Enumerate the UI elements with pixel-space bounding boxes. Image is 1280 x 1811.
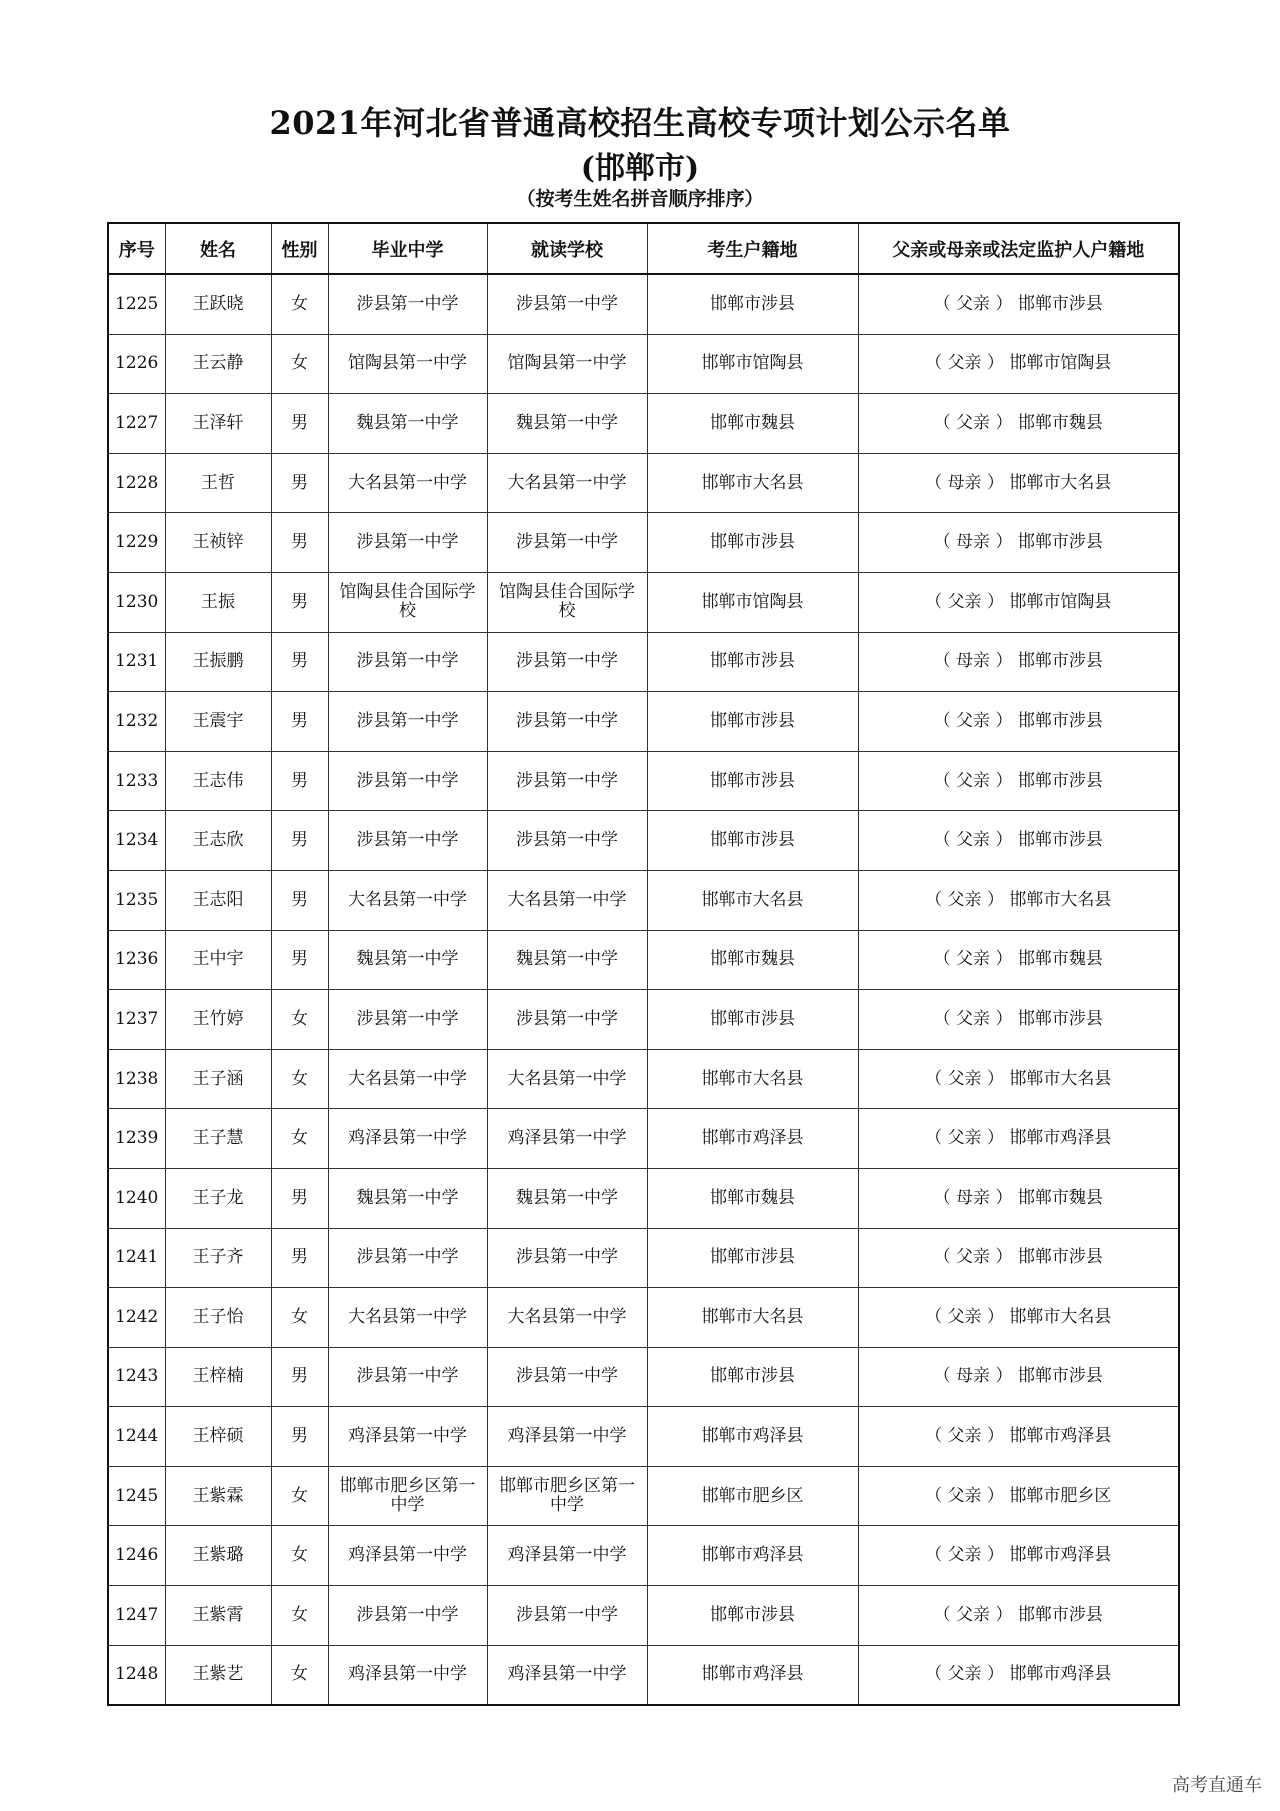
cell-graduated-school: 馆陶县佳合国际学校 — [328, 572, 487, 632]
cell-guardian-household: （ 父亲 ） 邯郸市鸡泽县 — [858, 1526, 1179, 1586]
cell-household: 邯郸市涉县 — [647, 632, 858, 692]
cell-guardian-household: （ 父亲 ） 邯郸市涉县 — [858, 1228, 1179, 1288]
cell-gender: 女 — [271, 1466, 328, 1526]
cell-guardian-household: （ 母亲 ） 邯郸市涉县 — [858, 632, 1179, 692]
cell-name: 王泽轩 — [165, 394, 271, 454]
table-row — [108, 1407, 1179, 1467]
cell-household: 邯郸市大名县 — [647, 1049, 858, 1109]
cell-graduated-school: 涉县第一中学 — [328, 811, 487, 871]
cell-current-school: 涉县第一中学 — [487, 1347, 647, 1407]
cell-seq: 1244 — [108, 1407, 165, 1467]
cell-guardian-household: （ 父亲 ） 邯郸市涉县 — [858, 274, 1179, 334]
cell-gender: 男 — [271, 1168, 328, 1228]
cell-guardian-household: （ 父亲 ） 邯郸市涉县 — [858, 1586, 1179, 1646]
cell-current-school: 馆陶县第一中学 — [487, 334, 647, 394]
cell-current-school: 涉县第一中学 — [487, 513, 647, 573]
cell-current-school: 涉县第一中学 — [487, 692, 647, 752]
table-row — [108, 1228, 1179, 1288]
table-row — [108, 1347, 1179, 1407]
table-row — [108, 1168, 1179, 1228]
cell-household: 邯郸市涉县 — [647, 1586, 858, 1646]
cell-name: 王紫霖 — [165, 1466, 271, 1526]
cell-household: 邯郸市魏县 — [647, 394, 858, 454]
cell-guardian-household: （ 父亲 ） 邯郸市大名县 — [858, 1288, 1179, 1348]
cell-guardian-household: （ 父亲 ） 邯郸市魏县 — [858, 930, 1179, 990]
cell-household: 邯郸市鸡泽县 — [647, 1407, 858, 1467]
table-row — [108, 394, 1179, 454]
cell-name: 王志欣 — [165, 811, 271, 871]
cell-household: 邯郸市大名县 — [647, 1288, 858, 1348]
cell-guardian-household: （ 父亲 ） 邯郸市肥乡区 — [858, 1466, 1179, 1526]
table-row — [108, 1049, 1179, 1109]
cell-graduated-school: 鸡泽县第一中学 — [328, 1645, 487, 1705]
cell-gender: 男 — [271, 394, 328, 454]
cell-graduated-school: 涉县第一中学 — [328, 632, 487, 692]
cell-name: 王中宇 — [165, 930, 271, 990]
cell-household: 邯郸市大名县 — [647, 870, 858, 930]
cell-household: 邯郸市魏县 — [647, 930, 858, 990]
cell-current-school: 鸡泽县第一中学 — [487, 1407, 647, 1467]
page-title: 2021年河北省普通高校招生高校专项计划公示名单 — [269, 104, 1011, 142]
cell-name: 王子慧 — [165, 1109, 271, 1169]
cell-current-school: 涉县第一中学 — [487, 751, 647, 811]
cell-seq: 1230 — [108, 572, 165, 632]
cell-seq: 1247 — [108, 1586, 165, 1646]
cell-name: 王子齐 — [165, 1228, 271, 1288]
cell-seq: 1231 — [108, 632, 165, 692]
cell-gender: 女 — [271, 990, 328, 1050]
cell-guardian-household: （ 父亲 ） 邯郸市鸡泽县 — [858, 1645, 1179, 1705]
cell-gender: 男 — [271, 453, 328, 513]
cell-current-school: 鸡泽县第一中学 — [487, 1645, 647, 1705]
cell-seq: 1242 — [108, 1288, 165, 1348]
cell-graduated-school: 魏县第一中学 — [328, 1168, 487, 1228]
watermark-text: 高考直通车 — [1172, 1775, 1262, 1796]
table-row — [108, 1466, 1179, 1526]
cell-current-school: 涉县第一中学 — [487, 1586, 647, 1646]
cell-name: 王志伟 — [165, 751, 271, 811]
cell-graduated-school: 大名县第一中学 — [328, 453, 487, 513]
cell-seq: 1237 — [108, 990, 165, 1050]
cell-graduated-school: 涉县第一中学 — [328, 274, 487, 334]
column-header-graduated-school: 毕业中学 — [328, 223, 487, 274]
cell-name: 王紫璐 — [165, 1526, 271, 1586]
cell-household: 邯郸市鸡泽县 — [647, 1526, 858, 1586]
cell-current-school: 魏县第一中学 — [487, 394, 647, 454]
cell-graduated-school: 涉县第一中学 — [328, 751, 487, 811]
cell-gender: 男 — [271, 811, 328, 871]
cell-name: 王梓楠 — [165, 1347, 271, 1407]
cell-seq: 1229 — [108, 513, 165, 573]
cell-seq: 1227 — [108, 394, 165, 454]
table-row — [108, 990, 1179, 1050]
cell-guardian-household: （ 母亲 ） 邯郸市大名县 — [858, 453, 1179, 513]
cell-gender: 男 — [271, 572, 328, 632]
table-row — [108, 1586, 1179, 1646]
cell-graduated-school: 涉县第一中学 — [328, 990, 487, 1050]
cell-guardian-household: （ 父亲 ） 邯郸市馆陶县 — [858, 334, 1179, 394]
page-subtitle: (邯郸市) — [580, 151, 700, 186]
cell-graduated-school: 涉县第一中学 — [328, 1586, 487, 1646]
cell-graduated-school: 馆陶县第一中学 — [328, 334, 487, 394]
cell-graduated-school: 鸡泽县第一中学 — [328, 1109, 487, 1169]
cell-name: 王振 — [165, 572, 271, 632]
cell-gender: 男 — [271, 1347, 328, 1407]
cell-guardian-household: （ 父亲 ） 邯郸市大名县 — [858, 870, 1179, 930]
cell-name: 王云静 — [165, 334, 271, 394]
cell-current-school: 大名县第一中学 — [487, 1049, 647, 1109]
cell-seq: 1232 — [108, 692, 165, 752]
cell-graduated-school: 魏县第一中学 — [328, 394, 487, 454]
cell-graduated-school: 邯郸市肥乡区第一中学 — [328, 1466, 487, 1526]
table-row — [108, 1526, 1179, 1586]
cell-gender: 男 — [271, 1228, 328, 1288]
table-row — [108, 453, 1179, 513]
cell-gender: 女 — [271, 274, 328, 334]
cell-seq: 1233 — [108, 751, 165, 811]
table-row — [108, 692, 1179, 752]
cell-seq: 1228 — [108, 453, 165, 513]
cell-household: 邯郸市馆陶县 — [647, 334, 858, 394]
table-row — [108, 1109, 1179, 1169]
cell-name: 王志阳 — [165, 870, 271, 930]
cell-guardian-household: （ 父亲 ） 邯郸市魏县 — [858, 394, 1179, 454]
cell-household: 邯郸市涉县 — [647, 751, 858, 811]
cell-household: 邯郸市大名县 — [647, 453, 858, 513]
cell-name: 王跃晓 — [165, 274, 271, 334]
cell-seq: 1234 — [108, 811, 165, 871]
cell-current-school: 涉县第一中学 — [487, 274, 647, 334]
cell-gender: 男 — [271, 632, 328, 692]
cell-name: 王紫霄 — [165, 1586, 271, 1646]
cell-current-school: 魏县第一中学 — [487, 930, 647, 990]
table-row — [108, 274, 1179, 334]
column-header-current-school: 就读学校 — [487, 223, 647, 274]
column-header-seq: 序号 — [108, 223, 165, 274]
cell-graduated-school: 涉县第一中学 — [328, 1347, 487, 1407]
cell-gender: 女 — [271, 1109, 328, 1169]
cell-guardian-household: （ 父亲 ） 邯郸市鸡泽县 — [858, 1109, 1179, 1169]
cell-household: 邯郸市涉县 — [647, 274, 858, 334]
cell-seq: 1239 — [108, 1109, 165, 1169]
table-row — [108, 930, 1179, 990]
cell-current-school: 鸡泽县第一中学 — [487, 1109, 647, 1169]
cell-guardian-household: （ 父亲 ） 邯郸市馆陶县 — [858, 572, 1179, 632]
cell-guardian-household: （ 父亲 ） 邯郸市大名县 — [858, 1049, 1179, 1109]
cell-guardian-household: （ 父亲 ） 邯郸市鸡泽县 — [858, 1407, 1179, 1467]
cell-graduated-school: 大名县第一中学 — [328, 1288, 487, 1348]
cell-seq: 1238 — [108, 1049, 165, 1109]
table-row — [108, 751, 1179, 811]
cell-guardian-household: （ 母亲 ） 邯郸市涉县 — [858, 513, 1179, 573]
cell-graduated-school: 涉县第一中学 — [328, 1228, 487, 1288]
cell-name: 王子涵 — [165, 1049, 271, 1109]
cell-guardian-household: （ 父亲 ） 邯郸市涉县 — [858, 811, 1179, 871]
cell-name: 王哲 — [165, 453, 271, 513]
table-row — [108, 811, 1179, 871]
table-header-row — [108, 223, 1179, 274]
cell-household: 邯郸市肥乡区 — [647, 1466, 858, 1526]
table-body — [108, 274, 1179, 1705]
cell-guardian-household: （ 母亲 ） 邯郸市涉县 — [858, 1347, 1179, 1407]
cell-guardian-household: （ 父亲 ） 邯郸市涉县 — [858, 692, 1179, 752]
cell-current-school: 大名县第一中学 — [487, 1288, 647, 1348]
table-row — [108, 870, 1179, 930]
cell-name: 王祯锌 — [165, 513, 271, 573]
cell-name: 王梓硕 — [165, 1407, 271, 1467]
cell-graduated-school: 魏县第一中学 — [328, 930, 487, 990]
cell-current-school: 馆陶县佳合国际学校 — [487, 572, 647, 632]
column-header-household: 考生户籍地 — [647, 223, 858, 274]
column-header-gender: 性别 — [271, 223, 328, 274]
table-row — [108, 1288, 1179, 1348]
cell-current-school: 涉县第一中学 — [487, 990, 647, 1050]
cell-name: 王震宇 — [165, 692, 271, 752]
cell-graduated-school: 涉县第一中学 — [328, 513, 487, 573]
table-row — [108, 334, 1179, 394]
cell-current-school: 涉县第一中学 — [487, 1228, 647, 1288]
cell-current-school: 涉县第一中学 — [487, 811, 647, 871]
cell-household: 邯郸市涉县 — [647, 990, 858, 1050]
cell-name: 王子龙 — [165, 1168, 271, 1228]
column-header-guardian-household: 父亲或母亲或法定监护人户籍地 — [858, 223, 1179, 274]
column-header-name: 姓名 — [165, 223, 271, 274]
cell-seq: 1246 — [108, 1526, 165, 1586]
cell-gender: 女 — [271, 1049, 328, 1109]
cell-guardian-household: （ 父亲 ） 邯郸市涉县 — [858, 990, 1179, 1050]
cell-current-school: 魏县第一中学 — [487, 1168, 647, 1228]
cell-current-school: 鸡泽县第一中学 — [487, 1526, 647, 1586]
cell-graduated-school: 涉县第一中学 — [328, 692, 487, 752]
cell-gender: 女 — [271, 334, 328, 394]
cell-gender: 男 — [271, 930, 328, 990]
cell-household: 邯郸市涉县 — [647, 692, 858, 752]
cell-gender: 男 — [271, 513, 328, 573]
cell-seq: 1240 — [108, 1168, 165, 1228]
cell-seq: 1236 — [108, 930, 165, 990]
cell-name: 王紫艺 — [165, 1645, 271, 1705]
cell-household: 邯郸市鸡泽县 — [647, 1645, 858, 1705]
cell-seq: 1243 — [108, 1347, 165, 1407]
cell-household: 邯郸市魏县 — [647, 1168, 858, 1228]
cell-current-school: 邯郸市肥乡区第一中学 — [487, 1466, 647, 1526]
cell-name: 王竹婷 — [165, 990, 271, 1050]
cell-gender: 女 — [271, 1526, 328, 1586]
cell-household: 邯郸市涉县 — [647, 811, 858, 871]
cell-gender: 男 — [271, 1407, 328, 1467]
cell-current-school: 涉县第一中学 — [487, 632, 647, 692]
cell-seq: 1225 — [108, 274, 165, 334]
cell-gender: 女 — [271, 1288, 328, 1348]
cell-seq: 1245 — [108, 1466, 165, 1526]
table-row — [108, 572, 1179, 632]
cell-household: 邯郸市鸡泽县 — [647, 1109, 858, 1169]
cell-household: 邯郸市涉县 — [647, 1228, 858, 1288]
cell-seq: 1226 — [108, 334, 165, 394]
cell-name: 王子怡 — [165, 1288, 271, 1348]
cell-guardian-household: （ 父亲 ） 邯郸市涉县 — [858, 751, 1179, 811]
cell-gender: 男 — [271, 751, 328, 811]
table-row — [108, 1645, 1179, 1705]
cell-seq: 1248 — [108, 1645, 165, 1705]
cell-household: 邯郸市涉县 — [647, 513, 858, 573]
candidate-table — [107, 222, 1180, 1706]
sort-note: （按考生姓名拼音顺序排序） — [516, 188, 764, 210]
cell-current-school: 大名县第一中学 — [487, 453, 647, 513]
cell-guardian-household: （ 母亲 ） 邯郸市魏县 — [858, 1168, 1179, 1228]
cell-name: 王振鹏 — [165, 632, 271, 692]
table-row — [108, 632, 1179, 692]
cell-graduated-school: 大名县第一中学 — [328, 870, 487, 930]
cell-household: 邯郸市涉县 — [647, 1347, 858, 1407]
cell-gender: 女 — [271, 1645, 328, 1705]
cell-household: 邯郸市馆陶县 — [647, 572, 858, 632]
cell-current-school: 大名县第一中学 — [487, 870, 647, 930]
cell-gender: 男 — [271, 870, 328, 930]
table-row — [108, 513, 1179, 573]
cell-graduated-school: 鸡泽县第一中学 — [328, 1407, 487, 1467]
cell-gender: 男 — [271, 692, 328, 752]
cell-gender: 女 — [271, 1586, 328, 1646]
cell-seq: 1235 — [108, 870, 165, 930]
cell-graduated-school: 鸡泽县第一中学 — [328, 1526, 487, 1586]
cell-graduated-school: 大名县第一中学 — [328, 1049, 487, 1109]
cell-seq: 1241 — [108, 1228, 165, 1288]
